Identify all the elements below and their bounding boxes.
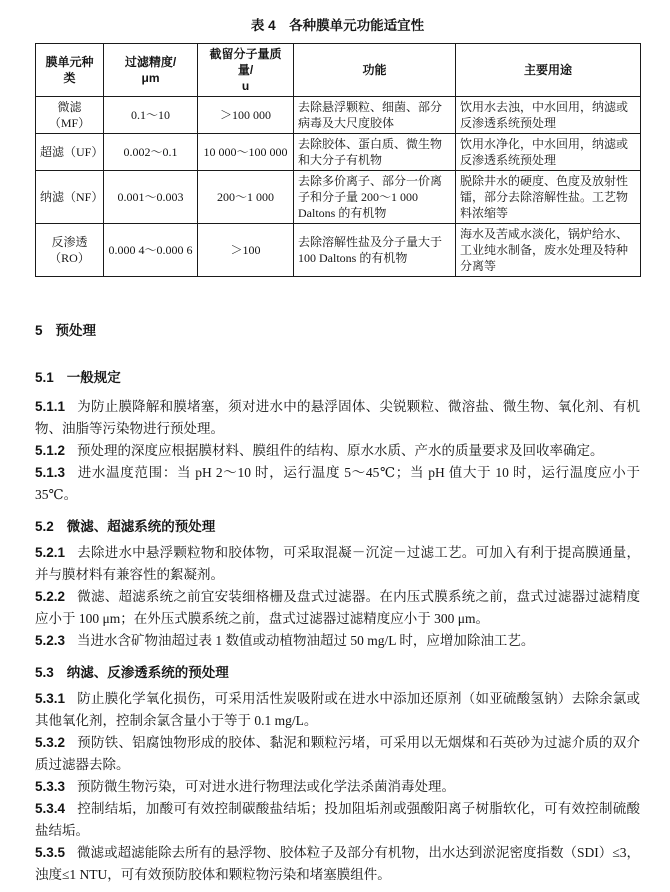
cell-mwco: ＞100 — [198, 224, 294, 277]
clause-5-3-2 — [35, 732, 640, 776]
cell-function: 去除多价离子、部分一价离子和分子量 200～1 000 Daltons 的有机物 — [294, 171, 456, 224]
clause-text: 去除进水中悬浮颗粒物和胶体物，可采取混凝－沉淀－过滤工艺。可加入有利于提高膜通量，并与膜材料有兼容性的絮凝剂。 — [35, 545, 640, 582]
cell-type: 反渗透（RO） — [36, 224, 104, 277]
clause-number: 5.2.2 — [35, 589, 66, 604]
clause-5-3-4 — [35, 798, 640, 842]
table-row-mf — [36, 97, 641, 134]
cell-usage: 海水及苦咸水淡化，锅炉给水、工业纯水制备，废水处理及特种分离等 — [456, 224, 641, 277]
clause-text: 微滤、超滤系统之前宜安装细格栅及盘式过滤器。在内压式膜系统之前，盘式过滤器过滤精度应小于 100 μm；在外压式膜系统之前，盘式过滤器过滤精度应小于 300 μm。 — [35, 589, 640, 626]
header-mwco — [198, 44, 294, 97]
clause-number: 5.3.4 — [35, 801, 66, 816]
section-title: 纳滤、反渗透系统的预处理 — [66, 665, 229, 680]
clause-5-2-1 — [35, 542, 640, 586]
membrane-function-table — [35, 43, 641, 277]
cell-mwco: 10 000～100 000 — [198, 134, 294, 171]
clause-text: 防止膜化学氧化损伤，可采用活性炭吸附或在进水中添加还原剂（如亚硫酸氢钠）去除余氯或其他氧化剂，控制余氯含量小于等于 0.1 mg/L。 — [35, 691, 640, 728]
header-filtration-precision — [104, 44, 198, 97]
cell-type: 超滤（UF） — [36, 134, 104, 171]
clause-5-1-1 — [35, 396, 640, 440]
cell-usage: 饮用水去浊，中水回用，纳滤或反渗透系统预处理 — [456, 97, 641, 134]
cell-type: 微滤（MF） — [36, 97, 104, 134]
clause-text: 预处理的深度应根据膜材料、膜组件的结构、原水水质、产水的质量要求及回收率确定。 — [77, 443, 604, 458]
table-title: 表 4 各种膜单元功能适宜性 — [250, 18, 425, 33]
cell-usage: 饮用水净化，中水回用，纳滤或反渗透系统预处理 — [456, 134, 641, 171]
clause-number: 5.3.1 — [35, 691, 66, 706]
section-heading-5-3 — [35, 661, 640, 681]
section-number: 5.3 — [35, 665, 54, 680]
table-row-ro — [36, 224, 641, 277]
header-precision-label: 过滤精度/ — [124, 55, 177, 69]
clause-number: 5.3.5 — [35, 845, 66, 860]
clause-number: 5.3.2 — [35, 735, 66, 750]
cell-function: 去除胶体、蛋白质、微生物和大分子有机物 — [294, 134, 456, 171]
cell-precision: 0.001～0.003 — [104, 171, 198, 224]
table-header-row — [36, 44, 641, 97]
section-heading-5-1 — [35, 366, 640, 386]
header-membrane-type: 膜单元种类 — [36, 44, 104, 97]
clause-5-2-3 — [35, 630, 640, 652]
chapter-title: 预处理 — [55, 323, 97, 338]
clause-number: 5.1.3 — [35, 465, 66, 480]
cell-usage: 脱除井水的硬度、色度及放射性镭，部分去除溶解性盐。工艺物料浓缩等 — [456, 171, 641, 224]
clause-number: 5.2.1 — [35, 545, 66, 560]
clause-text: 当进水含矿物油超过表 1 数值或动植物油超过 50 mg/L 时，应增加除油工艺。 — [77, 633, 535, 648]
cell-function: 去除悬浮颗粒、细菌、部分病毒及大尺度胶体 — [294, 97, 456, 134]
clauses-5-1 — [35, 396, 640, 506]
cell-function: 去除溶解性盐及分子量大于 100 Daltons 的有机物 — [294, 224, 456, 277]
clause-text: 进水温度范围：当 pH 2～10 时，运行温度 5～45℃；当 pH 值大于 10 时，运行温度应小于 35℃。 — [35, 465, 640, 502]
clause-5-2-2 — [35, 586, 640, 630]
cell-precision: 0.1～10 — [104, 97, 198, 134]
clause-5-3-3 — [35, 776, 640, 798]
section-number: 5.1 — [35, 370, 54, 385]
clause-5-1-3 — [35, 462, 640, 506]
cell-precision: 0.000 4～0.000 6 — [104, 224, 198, 277]
header-main-usage: 主要用途 — [456, 44, 641, 97]
clause-5-3-5 — [35, 842, 640, 886]
header-function: 功能 — [294, 44, 456, 97]
header-mwco-label: 截留分子量质量/ — [209, 47, 282, 77]
clause-5-1-2 — [35, 440, 640, 462]
clauses-5-3 — [35, 688, 640, 886]
clause-5-3-1 — [35, 688, 640, 732]
clause-number: 5.1.2 — [35, 443, 66, 458]
table-row-uf — [36, 134, 641, 171]
clause-text: 预防微生物污染，可对进水进行物理法或化学法杀菌消毒处理。 — [77, 779, 456, 794]
clause-number: 5.3.3 — [35, 779, 66, 794]
chapter-number: 5 — [35, 323, 43, 338]
clauses-5-2 — [35, 542, 640, 652]
header-precision-unit: μm — [141, 71, 160, 85]
header-mwco-unit: u — [241, 79, 250, 93]
cell-mwco: 200～1 000 — [198, 171, 294, 224]
cell-mwco: ＞100 000 — [198, 97, 294, 134]
clause-text: 微滤或超滤能除去所有的悬浮物、胶体粒子及部分有机物，出水达到淤泥密度指数（SDI）≤3，浊度≤1 NTU，可有效预防胶体和颗粒物污染和堵塞膜组件。 — [35, 845, 640, 882]
section-number: 5.2 — [35, 519, 54, 534]
table-row-nf — [36, 171, 641, 224]
clause-text: 为防止膜降解和膜堵塞，须对进水中的悬浮固体、尖锐颗粒、微溶盐、微生物、氧化剂、有机物、油脂等污染物进行预处理。 — [35, 399, 640, 436]
section-heading-5-2 — [35, 515, 640, 535]
cell-type: 纳滤（NF） — [36, 171, 104, 224]
section-title: 一般规定 — [66, 370, 121, 385]
clause-number: 5.1.1 — [35, 399, 66, 414]
clause-number: 5.2.3 — [35, 633, 66, 648]
chapter-heading-5 — [35, 319, 640, 339]
section-title: 微滤、超滤系统的预处理 — [66, 519, 216, 534]
clause-text: 控制结垢，加酸可有效控制碳酸盐结垢；投加阻垢剂或强酸阳离子树脂软化，可有效控制硫酸盐结垢。 — [35, 801, 640, 838]
cell-precision: 0.002～0.1 — [104, 134, 198, 171]
clause-text: 预防铁、铝腐蚀物形成的胶体、黏泥和颗粒污堵，可采用以无烟煤和石英砂为过滤介质的双介质过滤器去除。 — [35, 735, 640, 772]
